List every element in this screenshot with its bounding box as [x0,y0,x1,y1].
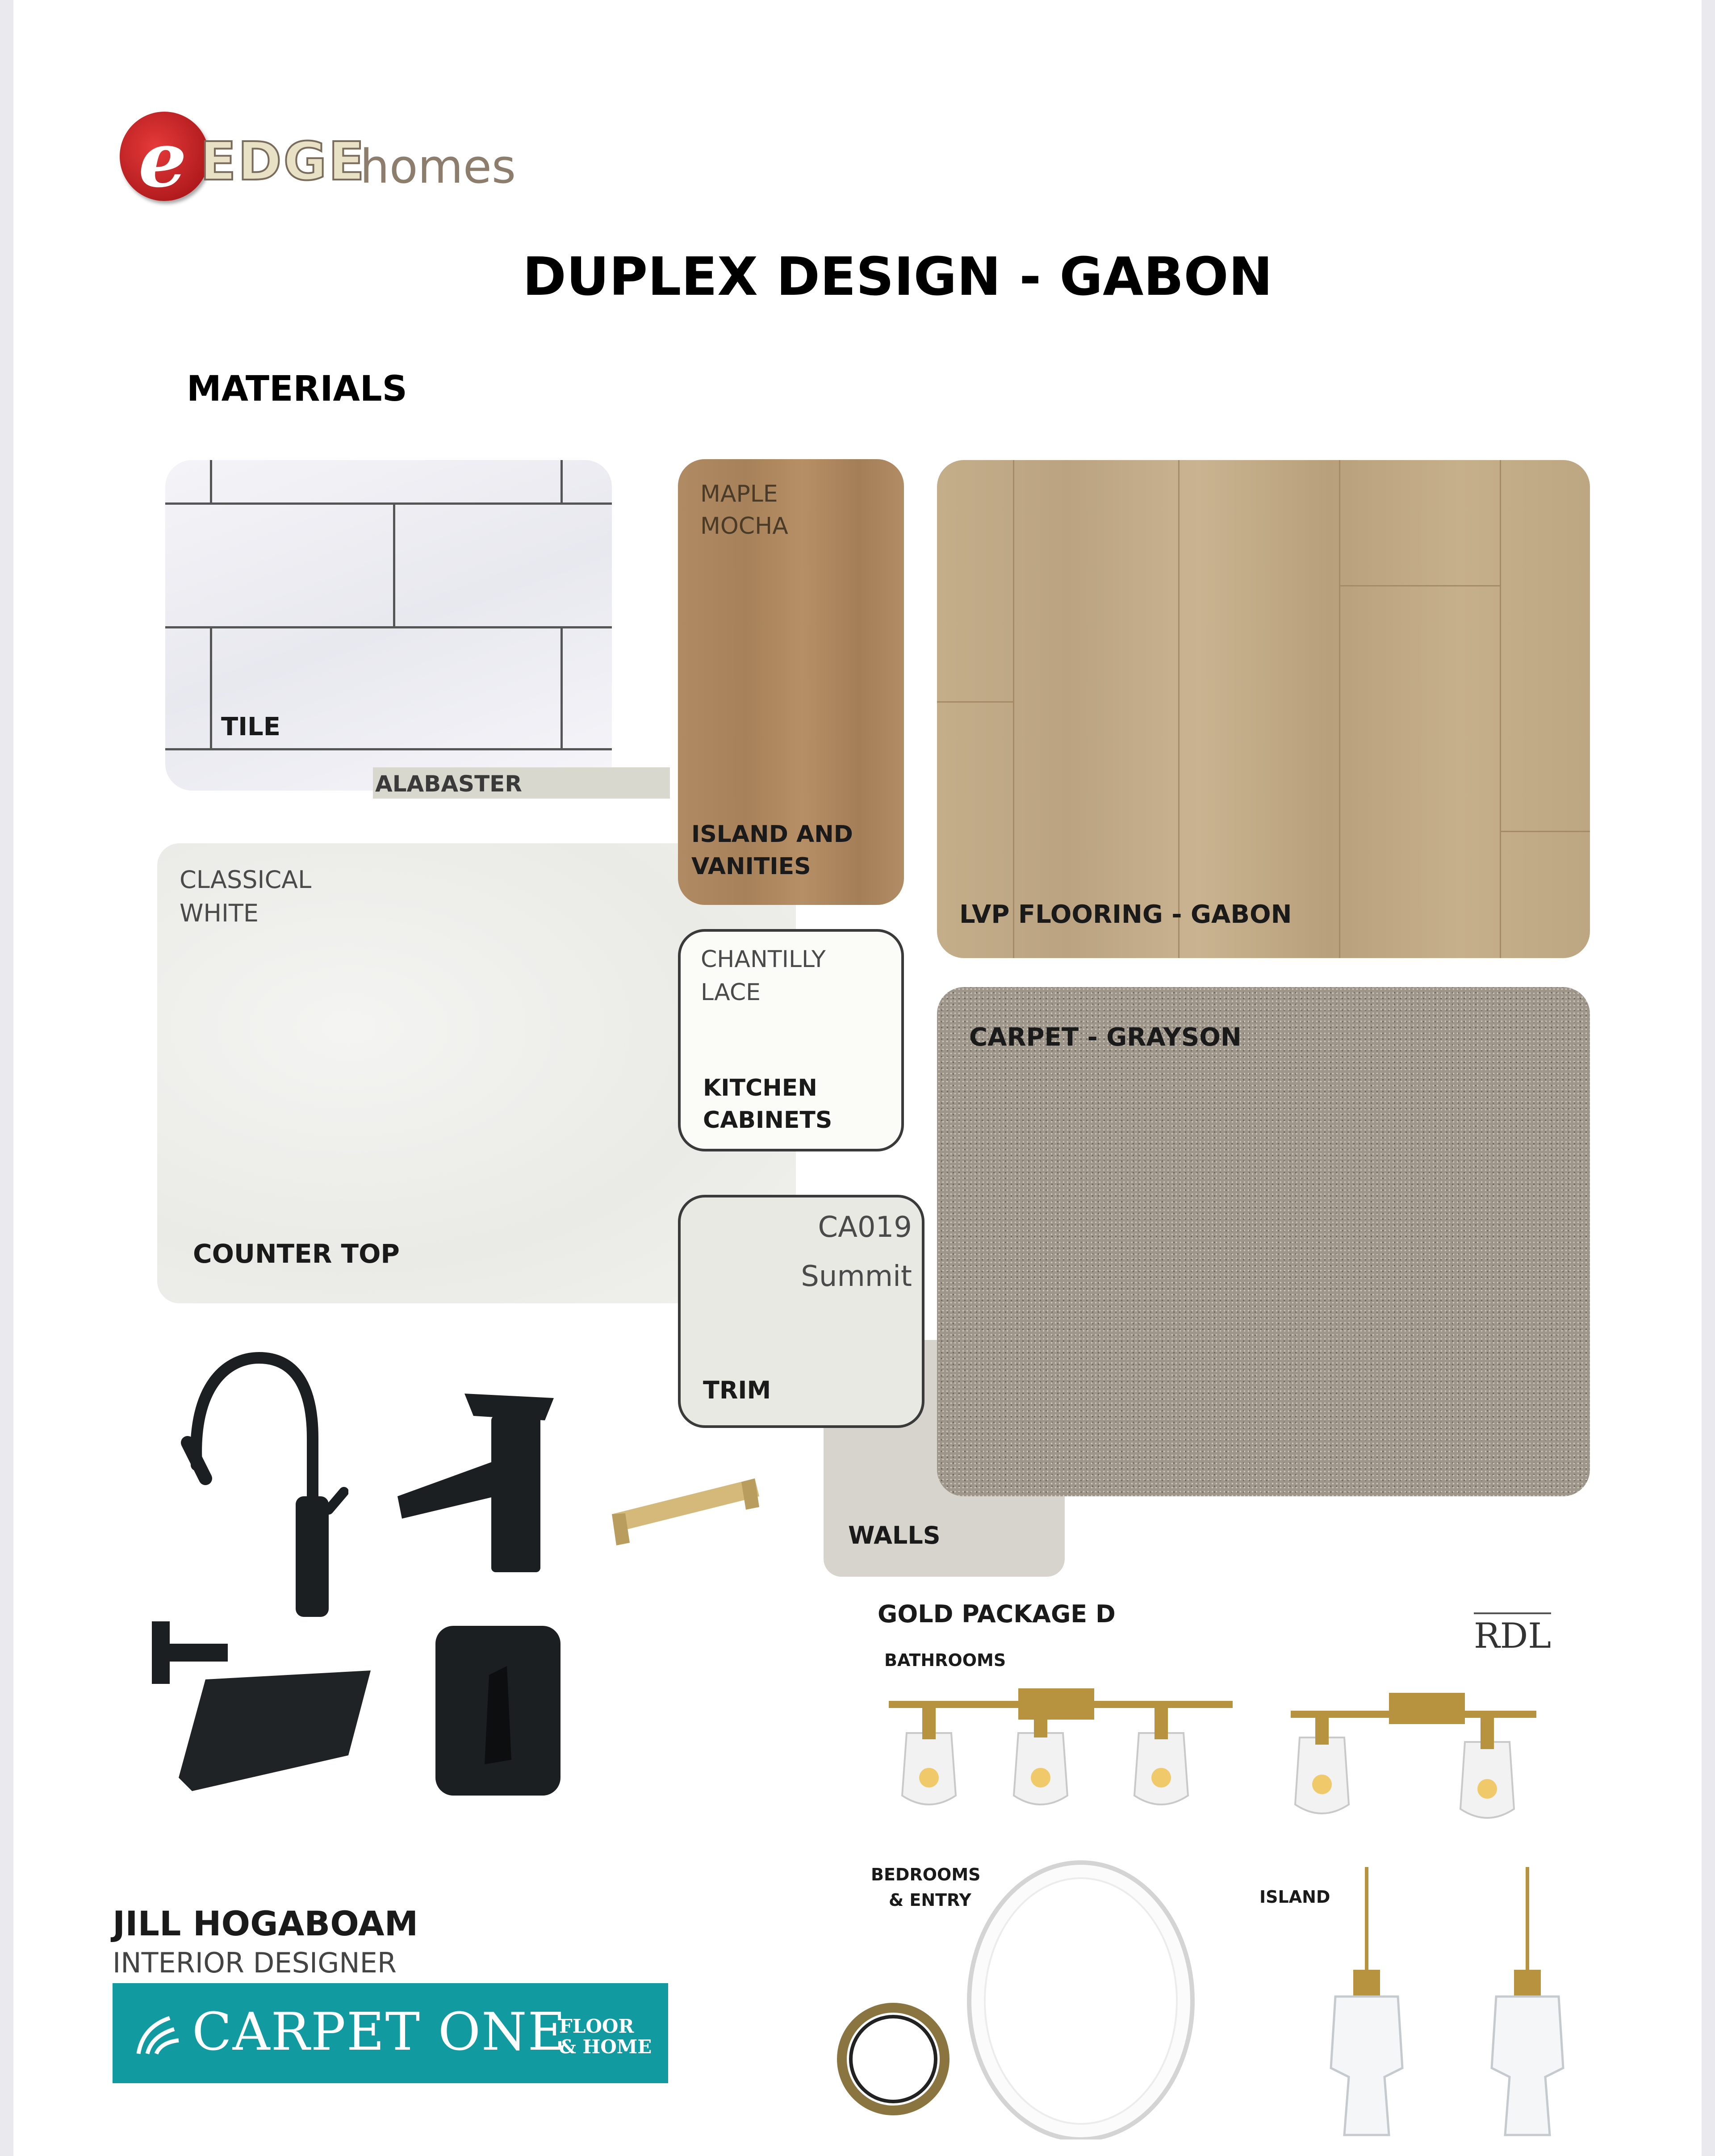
island-pendant-icon [1300,1867,1585,2144]
cabinet-pull-icon [598,1461,768,1550]
walls-label: WALLS [848,1521,941,1549]
tile-label: TILE [221,712,280,741]
maple-mocha-line2: MOCHA [700,513,788,540]
logo-suffix: homes [360,139,516,194]
logo-letter: e [138,115,187,205]
maple-mocha-line1: MAPLE [700,481,778,507]
maple-mocha-swatch [678,459,904,905]
vanity-light-2-icon [1291,1684,1541,1836]
section-heading: MATERIALS [187,369,407,409]
tile-swatch [165,460,612,791]
lvp-flooring-swatch [937,460,1590,958]
carpet-one-logo [113,1983,668,2083]
counter-top-label: COUNTER TOP [193,1239,400,1269]
carpet-one-suffix-bottom: & HOME [559,2036,652,2058]
kitchen-faucet-icon [179,1349,348,1617]
island-vanities-line2: VANITIES [691,853,811,880]
trim-code: CA019 [818,1211,912,1244]
carpet-label: CARPET - GRAYSON [969,1023,1242,1052]
carpet-one-suffix-top: FLOOR [559,2015,634,2037]
shower-head-icon [152,1621,375,1800]
island-vanities-line1: ISLAND AND [691,821,853,848]
chantilly-lace-swatch [678,929,904,1151]
shower-valve-icon [435,1626,565,1800]
counter-color-line2: WHITE [180,899,259,927]
bedrooms-label-line1: BEDROOMS [871,1865,981,1884]
kitchen-cabinets-line2: CABINETS [703,1107,832,1134]
designer-role: INTERIOR DESIGNER [113,1947,397,1979]
trim-swatch [678,1195,924,1428]
trim-label: TRIM [703,1376,771,1404]
edge-homes-logo [111,107,526,205]
bedrooms-label-line2: & ENTRY [889,1890,971,1910]
designer-name: JILL HOGABOAM [113,1904,418,1943]
chantilly-line2: LACE [701,979,761,1006]
trim-name: Summit [801,1260,912,1293]
kitchen-cabinets-line1: KITCHEN [703,1075,817,1101]
island-label: ISLAND [1259,1887,1330,1907]
logo-word: EDGE [200,130,367,192]
chantilly-line1: CHANTILLY [701,946,826,973]
alabaster-label: ALABASTER [375,771,522,797]
rdl-brand: RDL [1474,1612,1551,1656]
lvp-label: LVP FLOORING - GABON [959,900,1292,929]
carpet-one-name: CARPET ONE [192,2002,567,2062]
bath-faucet-icon [397,1389,563,1577]
carpet-swatch [937,987,1590,1496]
flush-mount-light-icon [835,1854,1206,2139]
page-title: DUPLEX DESIGN - GABON [523,246,1273,307]
bathrooms-label: BATHROOMS [884,1650,1006,1670]
lighting-package: GOLD PACKAGE D [878,1600,1116,1628]
vanity-light-3-icon [889,1684,1237,1836]
carpet-one-mark-icon [134,2009,183,2058]
alabaster-strip [373,767,670,799]
counter-color-line1: CLASSICAL [180,866,312,894]
design-board [13,0,1702,2156]
